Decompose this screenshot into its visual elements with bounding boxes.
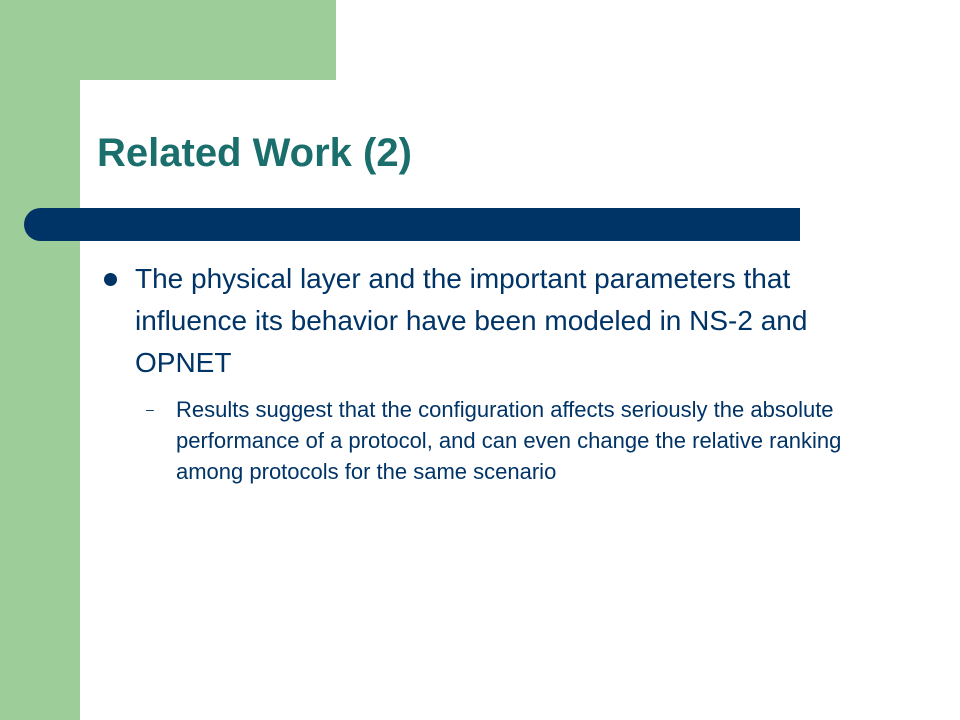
sub-bullet-marker: –	[146, 401, 154, 417]
decorative-green-top-band	[0, 0, 336, 80]
slide-title: Related Work (2)	[97, 131, 412, 175]
sub-bullet-item	[100, 394, 880, 487]
slide-content	[100, 258, 880, 487]
bullet-dot-icon	[104, 273, 117, 286]
bullet-text: The physical layer and the important parameters that influence its behavior have been modeled in NS-2 and OPNET	[135, 263, 808, 378]
decorative-green-sidebar	[0, 0, 80, 720]
bullet-item	[100, 258, 880, 384]
sub-bullet-text: Results suggest that the configuration affects seriously the absolute performance of a protocol, and can even change the relative ranking among protocols for the same scenario	[176, 397, 842, 484]
title-underline-bar	[24, 208, 800, 241]
